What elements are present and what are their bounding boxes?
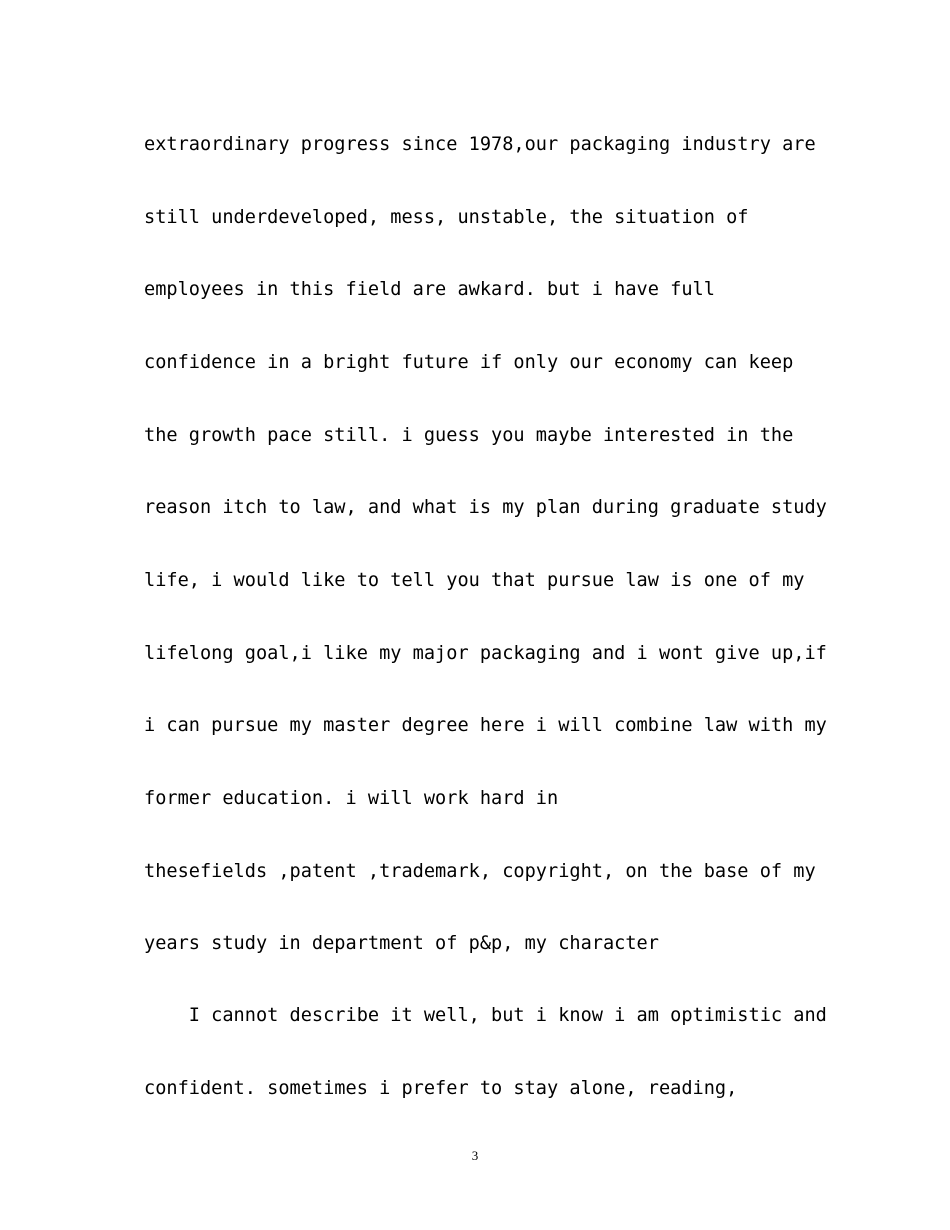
body-line-13: I cannot describe it well, but i know i am optimistic and	[144, 1005, 827, 1026]
body-line-10: former education. i will work hard in	[144, 788, 559, 809]
body-line-1: extraordinary progress since 1978,our packaging industry are	[144, 134, 816, 155]
body-line-12: years study in department of p&p, my character	[144, 933, 659, 954]
page-number: 3	[471, 1148, 479, 1163]
body-line-5: the growth pace still. i guess you maybe interested in the	[144, 425, 794, 446]
body-line-9: i can pursue my master degree here i will combine law with my	[144, 715, 827, 736]
body-line-7: life, i would like to tell you that pursue law is one of my	[144, 570, 805, 591]
body-line-11: thesefields ,patent ,trademark, copyright, on the base of my	[144, 861, 816, 882]
body-line-6: reason itch to law, and what is my plan during graduate study	[144, 497, 827, 518]
body-line-3: employees in this field are awkard. but i have full	[144, 279, 715, 300]
body-line-8: lifelong goal,i like my major packaging and i wont give up,if	[144, 643, 827, 664]
body-line-4: confidence in a bright future if only our economy can keep	[144, 352, 794, 373]
body-line-2: still underdeveloped, mess, unstable, the situation of	[144, 207, 749, 228]
body-line-14: confident. sometimes i prefer to stay alone, reading,	[144, 1078, 738, 1099]
